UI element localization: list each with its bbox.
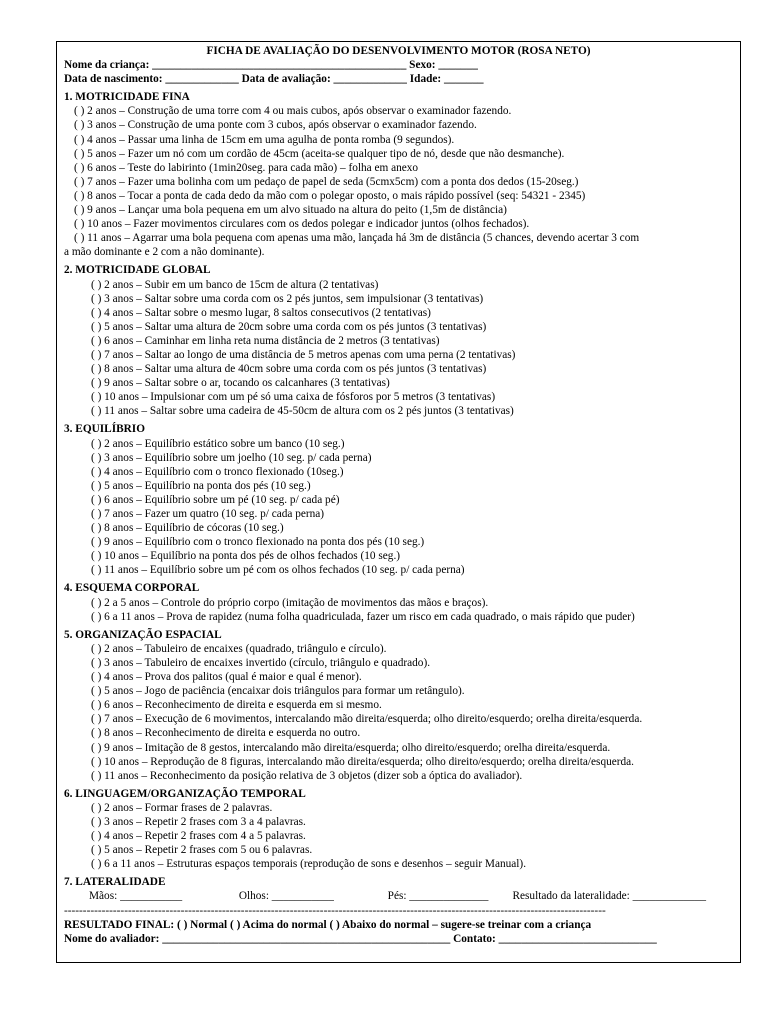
evaluation-form [56,41,741,963]
checklist-item[interactable]: ( ) 3 anos – Tabuleiro de encaixes invertido (círculo, triângulo e quadrado). [91,656,431,669]
section-title: 5. ORGANIZAÇÃO ESPACIAL [64,628,222,641]
checklist-item[interactable]: ( ) 7 anos – Fazer um quatro (10 seg. p/ cada perna) [91,508,325,520]
checklist-item[interactable]: ( ) 5 anos – Fazer um nó com um cordão de 45cm (aceita-se qualquer tipo de nó, desde que não desmanche). [74,147,565,160]
checklist-item[interactable]: ( ) 5 anos – Equilíbrio na ponta dos pés (10 seg.) [91,479,311,492]
feet-field[interactable]: Pés: ______________ [387,890,489,903]
checklist-item[interactable]: ( ) 3 anos – Construção de uma ponte com 3 cubos, após observar o examinador fazendo. [74,119,477,132]
checklist-item-continuation: a mão dominante e 2 com a não dominante). [64,246,265,259]
checklist-item[interactable]: ( ) 2 a 5 anos – Controle do próprio corpo (imitação de movimentos das mãos e braços). [91,596,489,609]
checklist-item[interactable]: ( ) 9 anos – Imitação de 8 gestos, intercalando mão direita/esquerda; olho direito/esquerdo; orelha direita/esquerda. [91,741,611,754]
checklist-item[interactable]: ( ) 6 anos – Caminhar em linha reta numa distância de 2 metros (3 tentativas) [91,334,440,347]
checklist-item[interactable]: ( ) 9 anos – Equilíbrio com o tronco flexionado na ponta dos pés (10 seg.) [91,536,425,549]
final-result-line[interactable]: RESULTADO FINAL: ( ) Normal ( ) Acima do normal ( ) Abaixo do normal – sugere-se treinar com a criança [64,918,592,931]
checklist-item[interactable]: ( ) 6 a 11 anos – Prova de rapidez (numa folha quadriculada, fazer um risco em cada quadrado, o mais rápido que puder) [91,610,635,623]
child-name-line[interactable]: Nome da criança: _____________________________________________ Sexo: _______ [64,59,478,72]
evaluator-line[interactable]: Nome do avaliador: ___________________________________________________ Contato: ____________________________ [64,932,657,945]
form-title: FICHA DE AVALIAÇÃO DO DESENVOLVIMENTO MOTOR (ROSA NETO) [206,45,591,57]
section-title: 2. MOTRICIDADE GLOBAL [64,264,211,277]
checklist-item[interactable]: ( ) 5 anos – Repetir 2 frases com 5 ou 6 palavras. [91,844,313,857]
checklist-item[interactable]: ( ) 5 anos – Saltar uma altura de 20cm sobre uma corda com os pés juntos (3 tentativas) [91,320,487,333]
checklist-item[interactable]: ( ) 4 anos – Equilíbrio com o tronco flexionado (10seg.) [91,465,344,478]
checklist-item[interactable]: ( ) 6 anos – Reconhecimento de direita e esquerda em si mesmo. [91,699,382,712]
section-title: 3. EQUILÍBRIO [64,423,145,436]
checklist-item[interactable]: ( ) 2 anos – Formar frases de 2 palavras. [91,801,273,814]
lateralidade-fields [64,889,733,903]
checklist-item[interactable]: ( ) 3 anos – Equilíbrio sobre um joelho (10 seg. p/ cada perna) [91,451,372,464]
eyes-field[interactable]: Olhos: ___________ [238,890,334,903]
checklist-item[interactable]: ( ) 10 anos – Fazer movimentos circulares com os dedos polegar e indicador juntos (olhos fechados). [74,218,530,231]
sections-container [64,90,733,871]
checklist-item[interactable]: ( ) 3 anos – Repetir 2 frases com 3 a 4 palavras. [91,815,306,828]
dates-line[interactable]: Data de nascimento: _____________ Data de avaliação: _____________ Idade: _______ [64,73,484,86]
section-title-lateralidade: 7. LATERALIDADE [64,876,166,889]
checklist-item[interactable]: ( ) 7 anos – Saltar ao longo de uma distância de 5 metros apenas com uma perna (2 tentativas) [91,348,516,361]
separator-line: ------------------------------------------------------------------------------------------------------------------------------------------------ [64,904,606,917]
laterality-result-field[interactable]: Resultado da lateralidade: _____________ [512,890,707,903]
checklist-item[interactable]: ( ) 8 anos – Tocar a ponta de cada dedo da mão com o polegar oposto, o mais rápido possível (seq: 54321 - 2345) [74,189,586,202]
checklist-item[interactable]: ( ) 8 anos – Reconhecimento de direita e esquerda no outro. [91,727,361,740]
checklist-item[interactable]: ( ) 6 a 11 anos – Estruturas espaços temporais (reprodução de sons e desenhos – seguir Manual). [91,858,527,871]
checklist-item[interactable]: ( ) 8 anos – Saltar uma altura de 40cm sobre uma corda com os pés juntos (3 tentativas) [91,363,487,376]
checklist-item[interactable]: ( ) 10 anos – Reprodução de 8 figuras, intercalando mão direita/esquerda; olho direito/esquerdo; orelha direita/esquerda. [91,755,635,768]
section-title: 1. MOTRICIDADE FINA [64,91,190,104]
checklist-item[interactable]: ( ) 4 anos – Saltar sobre o mesmo lugar, 8 saltos consecutivos (2 tentativas) [91,306,431,319]
checklist-item[interactable]: ( ) 4 anos – Repetir 2 frases com 4 a 5 palavras. [91,830,306,843]
checklist-item[interactable]: ( ) 4 anos – Passar uma linha de 15cm em uma agulha de ponta romba (9 segundos). [74,133,455,146]
checklist-item[interactable]: ( ) 6 anos – Equilíbrio sobre um pé (10 seg. p/ cada pé) [91,493,340,506]
section-title: 4. ESQUEMA CORPORAL [64,582,200,595]
checklist-item[interactable]: ( ) 11 anos – Reconhecimento da posição relativa de 3 objetos (dizer sob a óptica do avaliador). [91,769,523,782]
checklist-item[interactable]: ( ) 11 anos – Equilíbrio sobre um pé com os olhos fechados (10 seg. p/ cada perna) [91,564,465,577]
checklist-item[interactable]: ( ) 9 anos – Saltar sobre o ar, tocando os calcanhares (3 tentativas) [91,377,390,390]
checklist-item[interactable]: ( ) 2 anos – Tabuleiro de encaixes (quadrado, triângulo e círculo). [91,642,387,655]
section-title: 6. LINGUAGEM/ORGANIZAÇÃO TEMPORAL [64,787,306,800]
checklist-item[interactable]: ( ) 4 anos – Prova dos palitos (qual é maior e qual é menor). [91,671,362,684]
checklist-item[interactable]: ( ) 2 anos – Equilíbrio estático sobre um banco (10 seg.) [91,437,345,450]
checklist-item[interactable]: ( ) 2 anos – Subir em um banco de 15cm de altura (2 tentativas) [91,278,379,291]
checklist-item[interactable]: ( ) 7 anos – Execução de 6 movimentos, intercalando mão direita/esquerda; olho direito/esquerdo; orelha direita/esquerda. [91,713,643,726]
checklist-item[interactable]: ( ) 10 anos – Equilíbrio na ponta dos pés de olhos fechados (10 seg.) [91,550,401,563]
checklist-item[interactable]: ( ) 2 anos – Construção de uma torre com 4 ou mais cubos, após observar o examinador fazendo. [74,105,512,118]
checklist-item[interactable]: ( ) 9 anos – Lançar uma bola pequena em um alvo situado na altura do peito (1,5m de distância) [74,204,507,217]
checklist-item[interactable]: ( ) 11 anos – Agarrar uma bola pequena com apenas uma mão, lançada há 3m de distância (5 chances, devendo acertar 3 com [74,232,640,245]
checklist-item[interactable]: ( ) 3 anos – Saltar sobre uma corda com os 2 pés juntos, sem impulsionar (3 tentativas) [91,292,484,305]
checklist-item[interactable]: ( ) 6 anos – Teste do labirinto (1min20seg. para cada mão) – folha em anexo [74,161,419,174]
checklist-item[interactable]: ( ) 5 anos – Jogo de paciência (encaixar dois triângulos para formar um retângulo). [91,685,465,698]
checklist-item[interactable]: ( ) 7 anos – Fazer uma bolinha com um pedaço de papel de seda (5cmx5cm) com a ponta dos dedos (15-20seg.) [74,175,579,188]
checklist-item[interactable]: ( ) 8 anos – Equilíbrio de cócoras (10 seg.) [91,522,284,535]
checklist-item[interactable]: ( ) 10 anos – Impulsionar com um pé só uma caixa de fósforos por 5 metros (3 tentativas) [91,391,496,404]
checklist-item[interactable]: ( ) 11 anos – Saltar sobre uma cadeira de 45-50cm de altura com os 2 pés juntos (3 tentativas) [91,405,514,418]
hands-field[interactable]: Mãos: ___________ [89,890,183,903]
